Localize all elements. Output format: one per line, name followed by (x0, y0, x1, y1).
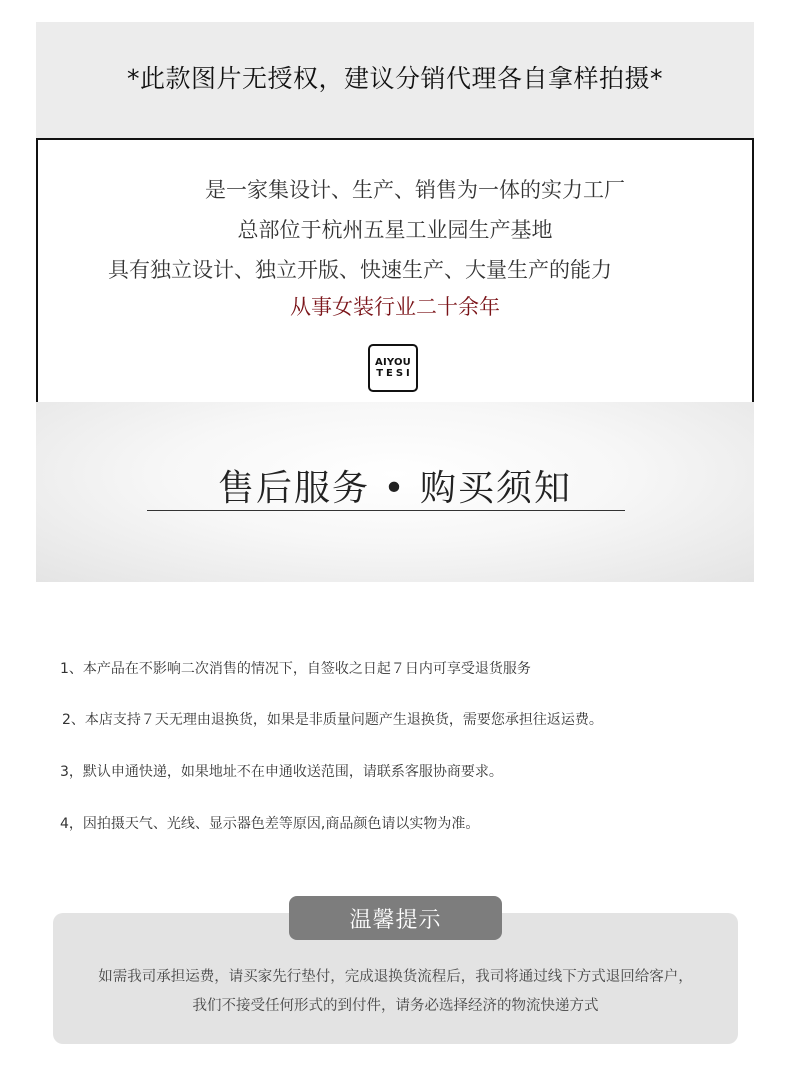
notice-text: *此款图片无授权，建议分销代理各自拿样拍摄* (126, 64, 663, 93)
reminder-tab: 温馨提示 (289, 896, 502, 940)
section-heading-band (36, 402, 754, 582)
policy-item: 2、本店支持７天无理由退换货，如果是非质量问题产生退换货，需要您承担往返运费。 (62, 712, 603, 728)
policy-item: 4，因拍摄天气、光线、显示器色差等原因,商品颜色请以实物为准。 (60, 816, 480, 832)
company-intro-box (36, 138, 754, 404)
reminder-line: 如需我司承担运费，请买家先行垫付，完成退换货流程后，我司将通过线下方式退回给客户， (98, 969, 693, 985)
intro-line: 总部位于杭州五星工业园生产基地 (237, 218, 553, 242)
intro-highlight: 从事女装行业二十余年 (290, 295, 500, 319)
brand-logo-bottom: TESI (376, 368, 413, 379)
reminder-line: 我们不接受任何形式的到付件，请务必选择经济的物流快递方式 (192, 998, 599, 1014)
policy-item: 1、本产品在不影响二次消售的情况下，自签收之日起７日内可享受退货服务 (60, 661, 531, 677)
title-underline (147, 510, 625, 511)
section-title: 售后服务 • 购买须知 (217, 468, 573, 509)
policy-item: 3，默认申通快递，如果地址不在申通收送范围，请联系客服协商要求。 (60, 764, 503, 780)
notice-banner (36, 22, 754, 138)
intro-line: 是一家集设计、生产、销售为一体的实力工厂 (205, 178, 625, 202)
intro-line: 具有独立设计、独立开版、快速生产、大量生产的能力 (108, 258, 612, 282)
brand-logo (368, 344, 418, 392)
brand-logo-top: AIYOU (375, 356, 411, 368)
